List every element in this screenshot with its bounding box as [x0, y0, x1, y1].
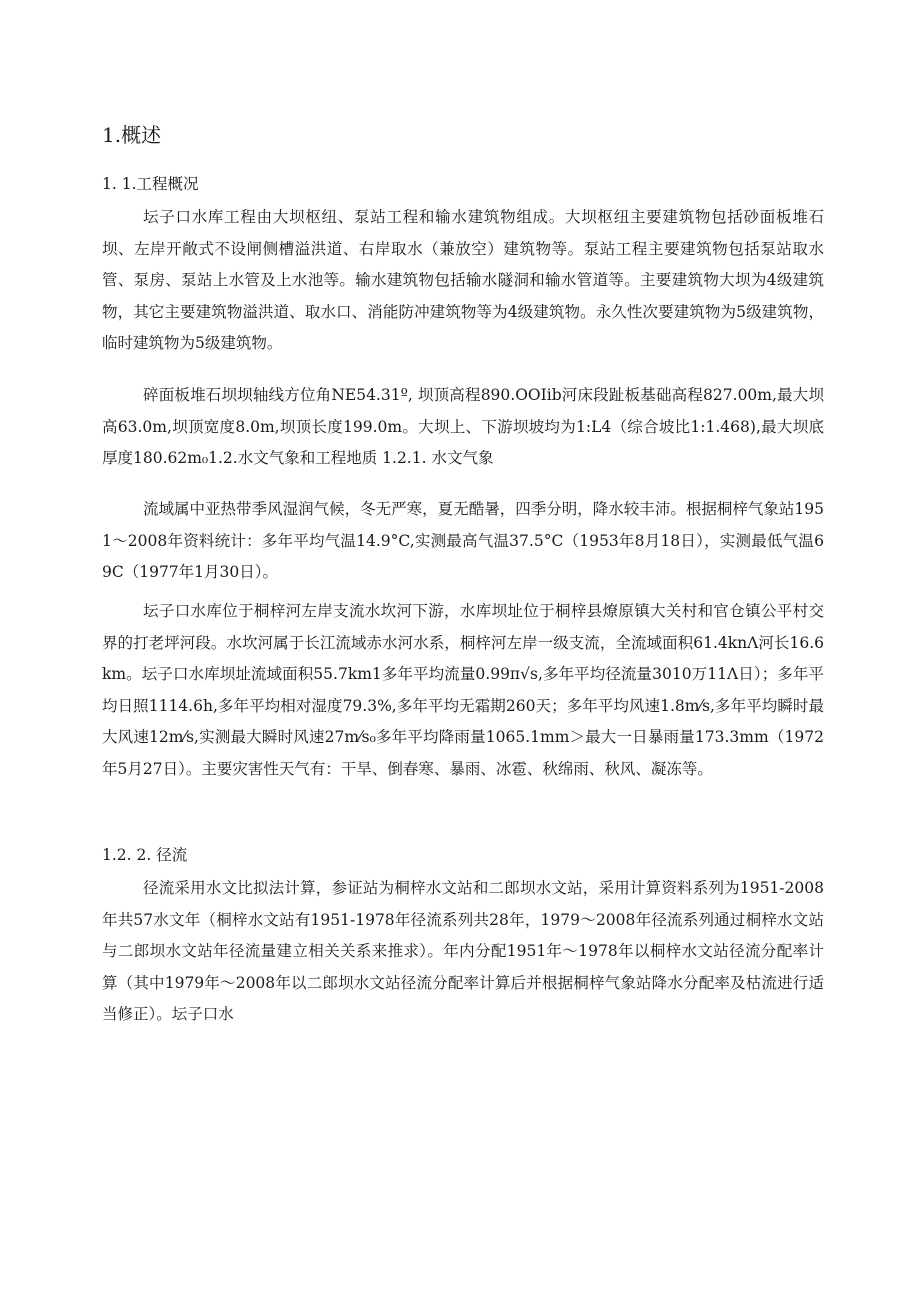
paragraph-dam-parameters: 碎面板堆石坝坝轴线方位角NE54.31º, 坝顶高程890.OOIib河床段趾板基础高程827.00m,最大坝高63.0m,坝顶宽度8.0m,坝顶长度199.0m。大坝上、下游坝坡均为1:L4（综合坡比1:1.468),最大坝底厚度180.62m₀1.2.水文气象和工程地质 1.2.1. 水文气象	[102, 386, 824, 468]
paragraph-reservoir-location: 坛子口水库位于桐梓河左岸支流水坎河下游，水库坝址位于桐梓县燎原镇大关村和官仓镇公平村交界的打老坪河段。水坎河属于长江流域赤水河水系，桐梓河左岸一级支流，全流域面积61.4knΛ河长16.6km。坛子口水库坝址流域面积55.7km1多年平均流量0.99π√s,多年平均径流量3010万11Λ日）；多年平均日照1114.6h,多年平均相对湿度79.3%,多年平均无霜期260天；多年平均风速1.8m⁄s,多年平均瞬时最大风速12m⁄s,实测最大瞬时风速27m⁄s₀多年平均降雨量1065.1mm＞最大一日暴雨量173.3mm（1972年5月27日）。主要灾害性天气有：干旱、倒春寒、暴雨、冰雹、秋绵雨、秋风、凝冻等。	[102, 602, 824, 778]
section-heading-overview: 1.概述	[102, 123, 162, 147]
paragraph-runoff-method: 径流采用水文比拟法计算，参证站为桐梓水文站和二郎坝水文站，采用计算资料系列为1951-2008年共57水文年（桐梓水文站有1951-1978年径流系列共28年，1979～2008年径流系列通过桐梓水文站与二郎坝水文站年径流量建立相关关系来推求）。年内分配1951年～1978年以桐梓水文站径流分配率计算（其中1979年～2008年以二郎坝水文站径流分配率计算后并根据桐梓气象站降水分配率及枯流进行适当修正）。坛子口水	[102, 879, 824, 1024]
subsection-heading-runoff: 1.2. 2. 径流	[102, 846, 188, 864]
paragraph-project-composition: 坛子口水库工程由大坝枢纽、泵站工程和输水建筑物组成。大坝枢纽主要建筑物包括砂面板堆石坝、左岸开敞式不设闸侧槽溢洪道、右岸取水（兼放空）建筑物等。泵站工程主要建筑物包括泵站取水管、泵房、泵站上水管及上水池等。输水建筑物包括输水隧洞和输水管道等。主要建筑物大坝为4级建筑物，其它主要建筑物溢洪道、取水口、消能防冲建筑物等为4级建筑物。永久性次要建筑物为5级建筑物，临时建筑物为5级建筑物。	[102, 208, 824, 353]
subsection-heading-project-overview: 1. 1.工程概况	[102, 175, 199, 193]
paragraph-climate: 流域属中亚热带季风湿润气候，冬无严寒，夏无酷暑，四季分明，降水较丰沛。根据桐梓气象站1951～2008年资料统计：多年平均气温14.9°C,实测最高气温37.5°C（1953年8月18日），实测最低气温69C（1977年1月30日）。	[102, 500, 824, 582]
